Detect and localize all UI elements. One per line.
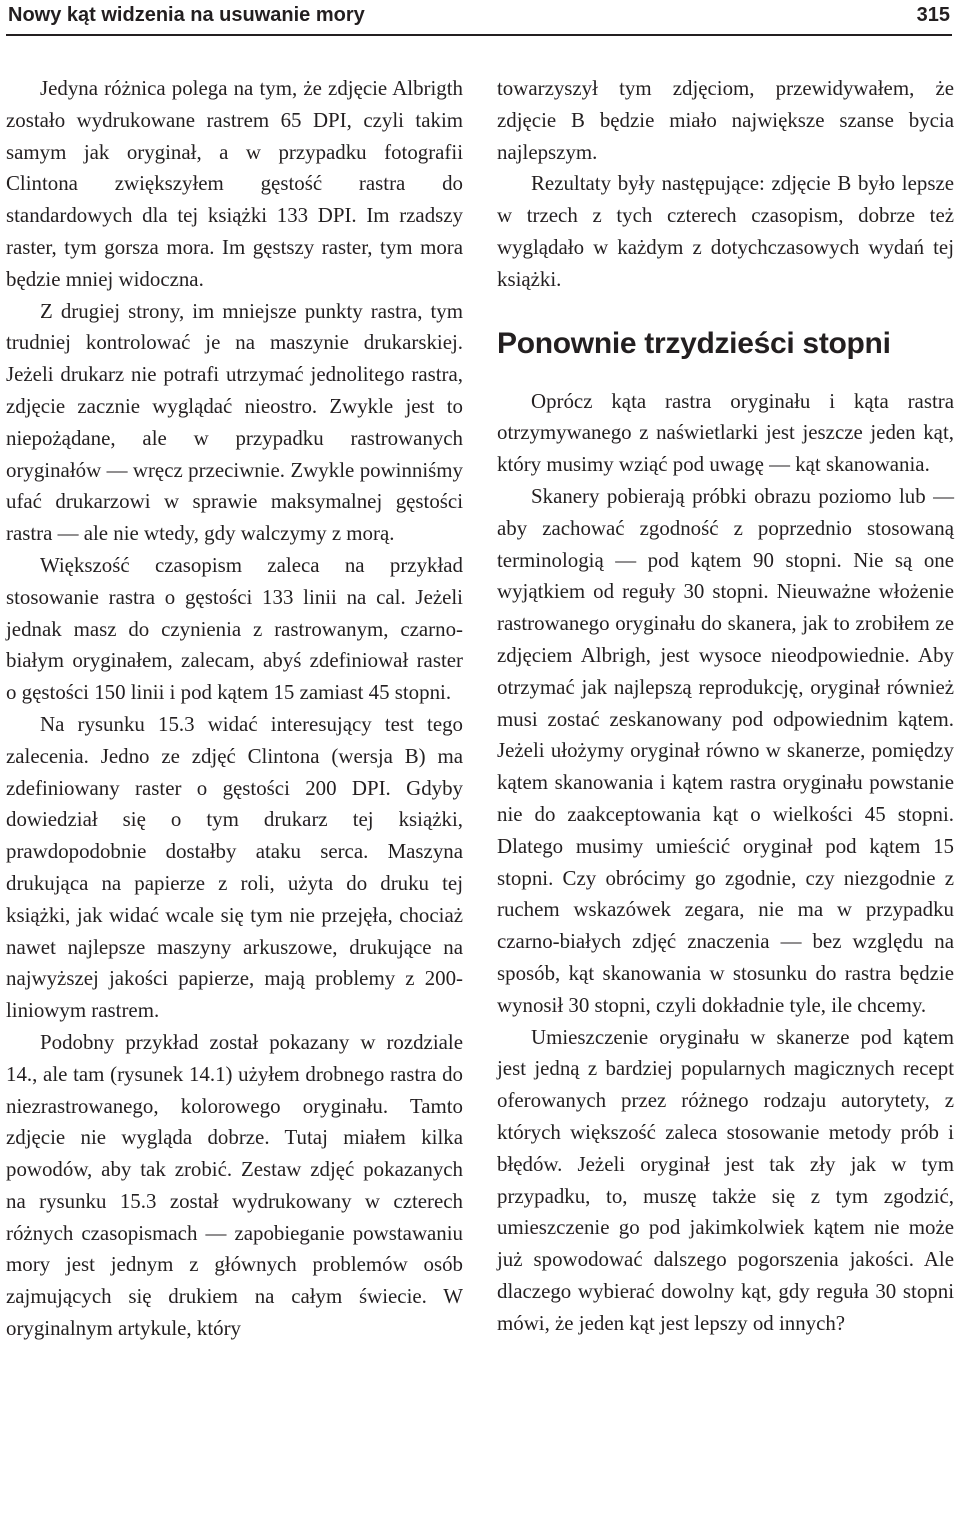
running-header	[6, 0, 952, 36]
body-paragraph: Na rysunku 15.3 widać interesujący test tego zalecenia. Jedno ze zdjęć Clintona (wersja B) ma zdefiniowany raster o gęstości 200 DPI. Gdyby dowiedział się o tym drukarz tej książki, prawdopodobnie dostałby ataku serca. Maszyna drukująca na papierze z roli, użyta do druku tej książki, jak widać wcale się tym nie przejęła, chociaż nawet najlepsze maszyny arkuszowe, drukujące na najwyższej jakości papierze, mają problemy z 200-liniowym rastrem.	[6, 711, 463, 1023]
body-paragraph: Z drugiej strony, im mniejsze punkty rastra, tym trudniej kontrolować je na maszynie drukarskiej. Jeżeli drukarz nie potrafi utrzymać jednolitego rastra, zdjęcie zacznie wyglądać nieostro. Zwykle jest to niepożądane, ale w przypadku rastrowanych oryginałów — wręcz przeciwnie. Zwykle powinniśmy ufać drukarzowi w sprawie maksymalnej gęstości rastra — ale nie wtedy, gdy walczymy z morą.	[6, 298, 463, 546]
running-title: Nowy kąt widzenia na usuwanie mory	[8, 4, 365, 26]
body-paragraph: Jedyna różnica polega na tym, że zdjęcie Albrigth zostało wydrukowane rastrem 65 DPI, czyli takim samym jak oryginał, a w przypadku fotografii Clintona zwiększyłem gęstość rastra do standardowych dla tej książki 133 DPI. Im rzadszy raster, tym gorsza mora. Im gęstszy raster, tym mora będzie mniej widoczna.	[6, 76, 463, 291]
body-paragraph: Skanery pobierają próbki obrazu poziomo lub — aby zachować zgodność z poprzednio stosowaną terminologią — pod kątem 90 stopni. Nie są one wyjątkiem od reguły 30 stopni. Nieuważne włożenie rastrowanego oryginału do skanera, jak to zrobiłem ze zdjęciem Albrigh, jest wysoce nieodpowiednie. Aby otrzymać jak najlepszą reprodukcję, oryginał również musi zostać zeskanowany pod odpowiednim kątem. Jeżeli ułożymy oryginał równo w skanerze, pomiędzy kątem skanowania i kątem rastra oryginału powstanie nie do zaakceptowania kąt o wielkości 45 stopni. Dlatego musimy umieścić oryginał pod kątem 15 stopni. Czy obrócimy go zgodnie, czy niezgodnie z ruchem wskazówek zegara, nie ma w przypadku czarno-białych zdjęć znaczenia — bez względu na sposób, kąt skanowania w stosunku do rastra będzie wynosił 30 stopni, czyli dokładnie tyle, ile chcemy.	[497, 483, 954, 1017]
left-column	[6, 73, 463, 1345]
page-number: 315	[916, 4, 950, 26]
body-paragraph: Rezultaty były następujące: zdjęcie B było lepsze w trzech z tych czterech czasopism, dobrze też wyglądało w każdym z dotychczasowych wydań tej książki.	[497, 171, 954, 291]
body-paragraph: Podobny przykład został pokazany w rozdziale 14., ale tam (rysunek 14.1) użyłem drobnego rastra do niezrastrowanego, kolorowego oryginału. Tamto zdjęcie nie wygląda dobrze. Tutaj miałem kilka powodów, aby tak zrobić. Zestaw zdjęć pokazanych na rysunku 15.3 został wydrukowany w czterech różnych czasopismach — zapobieganie powstawaniu mory jest jednym z głównych problemów osób zajmujących się drukiem na całym świecie. W oryginalnym artykule, który	[6, 1029, 463, 1341]
body-paragraph: towarzyszył tym zdjęciom, przewidywałem, że zdjęcie B będzie miało największe szanse bycia najlepszym.	[497, 76, 954, 164]
right-column	[497, 73, 954, 1339]
body-paragraph: Większość czasopism zaleca na przykład stosowanie rastra o gęstości 133 linii na cal. Jeżeli jednak masz do czynienia z rastrowanym, czarno-białym oryginałem, zalecam, abyś zdefiniował raster o gęstości 150 linii i pod kątem 15 zamiast 45 stopni.	[6, 552, 463, 705]
section-heading: Ponownie trzydzieści stopni	[497, 326, 891, 360]
body-paragraph: Umieszczenie oryginału w skanerze pod kątem jest jedną z bardziej popularnych magicznych recept oferowanych przez różnego rodzaju autorytety, z których większość zaleca stosowanie metody prób i błędów. Jeżeli oryginał jest tak zły jak w tym przypadku, to, muszę także się z tym zgodzić, umieszczenie go pod jakimkolwiek kątem nie może już spowodować dalszego pogorszenia jakości. Ale dlaczego wybierać dowolny kąt, gdy reguła 30 stopni mówi, że jeden kąt jest lepszy od innych?	[497, 1024, 954, 1335]
body-paragraph: Oprócz kąta rastra oryginału i kąta rastra otrzymywanego z naświetlarki jest jeszcze jeden kąt, który musimy wziąć pod uwagę — kąt skanowania.	[497, 388, 954, 477]
